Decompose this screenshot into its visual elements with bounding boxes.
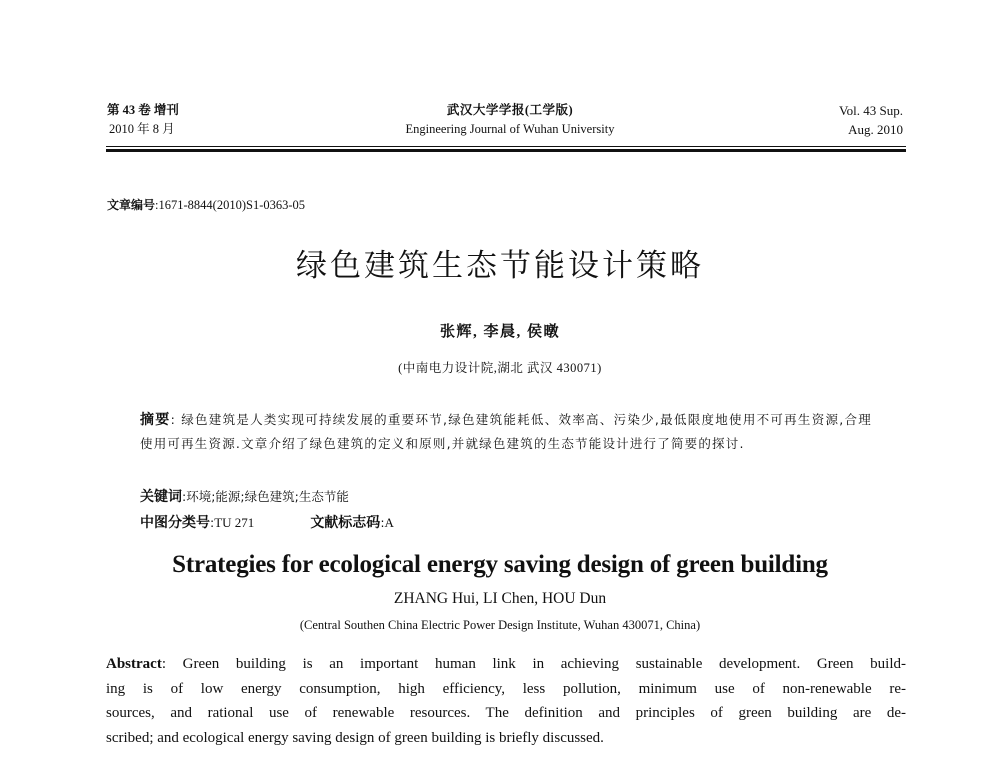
affiliation-en: (Central Southen China Electric Power Design Institute, Wuhan 430071, China): [299, 618, 701, 632]
article-number-value: 1671-8844(2010)S1-0363-05: [158, 198, 306, 212]
header-rule-thick: [106, 149, 906, 152]
article-number: [107, 196, 305, 213]
header-volume-en: Vol. 43 Sup.: [838, 103, 903, 118]
header-date-cn: 2010 年 8 月: [109, 122, 175, 136]
paper-title-en: Strategies for ecological energy saving design of green building: [172, 551, 828, 578]
journal-name-cn: 武汉大学学报(工学版): [446, 103, 574, 117]
clc-label: 中图分类号: [140, 515, 210, 531]
keywords-cn: [140, 486, 349, 506]
abstract-en-line-3: sources, and rational use of renewable resources. The definition and principles of green building are de-: [106, 705, 906, 721]
keywords-cn-value: 环境;能源;绿色建筑;生态节能: [186, 489, 349, 504]
doc-code-label: 文献标志码: [310, 515, 381, 531]
authors-cn: 张辉, 李晨, 侯暾: [439, 324, 560, 340]
authors-en: ZHANG Hui, LI Chen, HOU Dun: [393, 590, 607, 607]
article-number-sep: :: [155, 198, 159, 212]
abstract-cn-text: 绿色建筑是人类实现可持续发展的重要环节,绿色建筑能耗低、效率高、污染少,最低限度地使用不可再生资源,合理使用可再生资源.文章介绍了绿色建筑的定义和原则,并就绿色建筑的生态节能设计进行了简要的探讨.: [140, 412, 872, 451]
abstract-cn-sep: :: [170, 412, 182, 427]
abstract-en-line-1: [106, 652, 906, 677]
doc-code-value: A: [384, 515, 394, 530]
abstract-en-line-2: ing is of low energy consumption, high efficiency, less pollution, minimum use of non-renewable re-: [106, 680, 906, 697]
clc-sep: :: [210, 515, 215, 530]
header-rule-thin: [106, 146, 906, 147]
abstract-cn-label: 摘要: [140, 412, 171, 428]
abstract-en-line-4: scribed; and ecological energy saving design of green building is briefly discussed.: [106, 729, 604, 746]
article-number-label: 文章编号: [107, 198, 156, 212]
abstract-en-label: Abstract: [106, 656, 162, 672]
abstract-en-text-1: Green building is an important human link in achieving sustainable development. Green build-: [182, 656, 906, 672]
header-volume-cn: 第 43 卷 增刊: [107, 103, 179, 117]
abstract-cn: [140, 408, 872, 455]
abstract-en: [106, 652, 906, 750]
doc-code-sep: :: [380, 515, 385, 530]
clc-value: TU 271: [214, 515, 255, 530]
paper-title-cn: 绿色建筑生态节能设计策略: [296, 248, 704, 284]
classification-line: [140, 512, 394, 532]
keywords-cn-label: 关键词: [140, 489, 182, 505]
header-journal-name: [360, 101, 660, 139]
header-volume-info-en: [839, 101, 903, 139]
header-volume-info: [107, 101, 179, 139]
journal-name-en: Engineering Journal of Wuhan University: [405, 122, 615, 136]
affiliation-cn: (中南电力设计院,湖北 武汉 430071): [398, 361, 602, 375]
keywords-cn-sep: :: [182, 489, 187, 504]
abstract-en-sep: :: [161, 656, 183, 672]
header-date-en: Aug. 2010: [848, 122, 903, 137]
